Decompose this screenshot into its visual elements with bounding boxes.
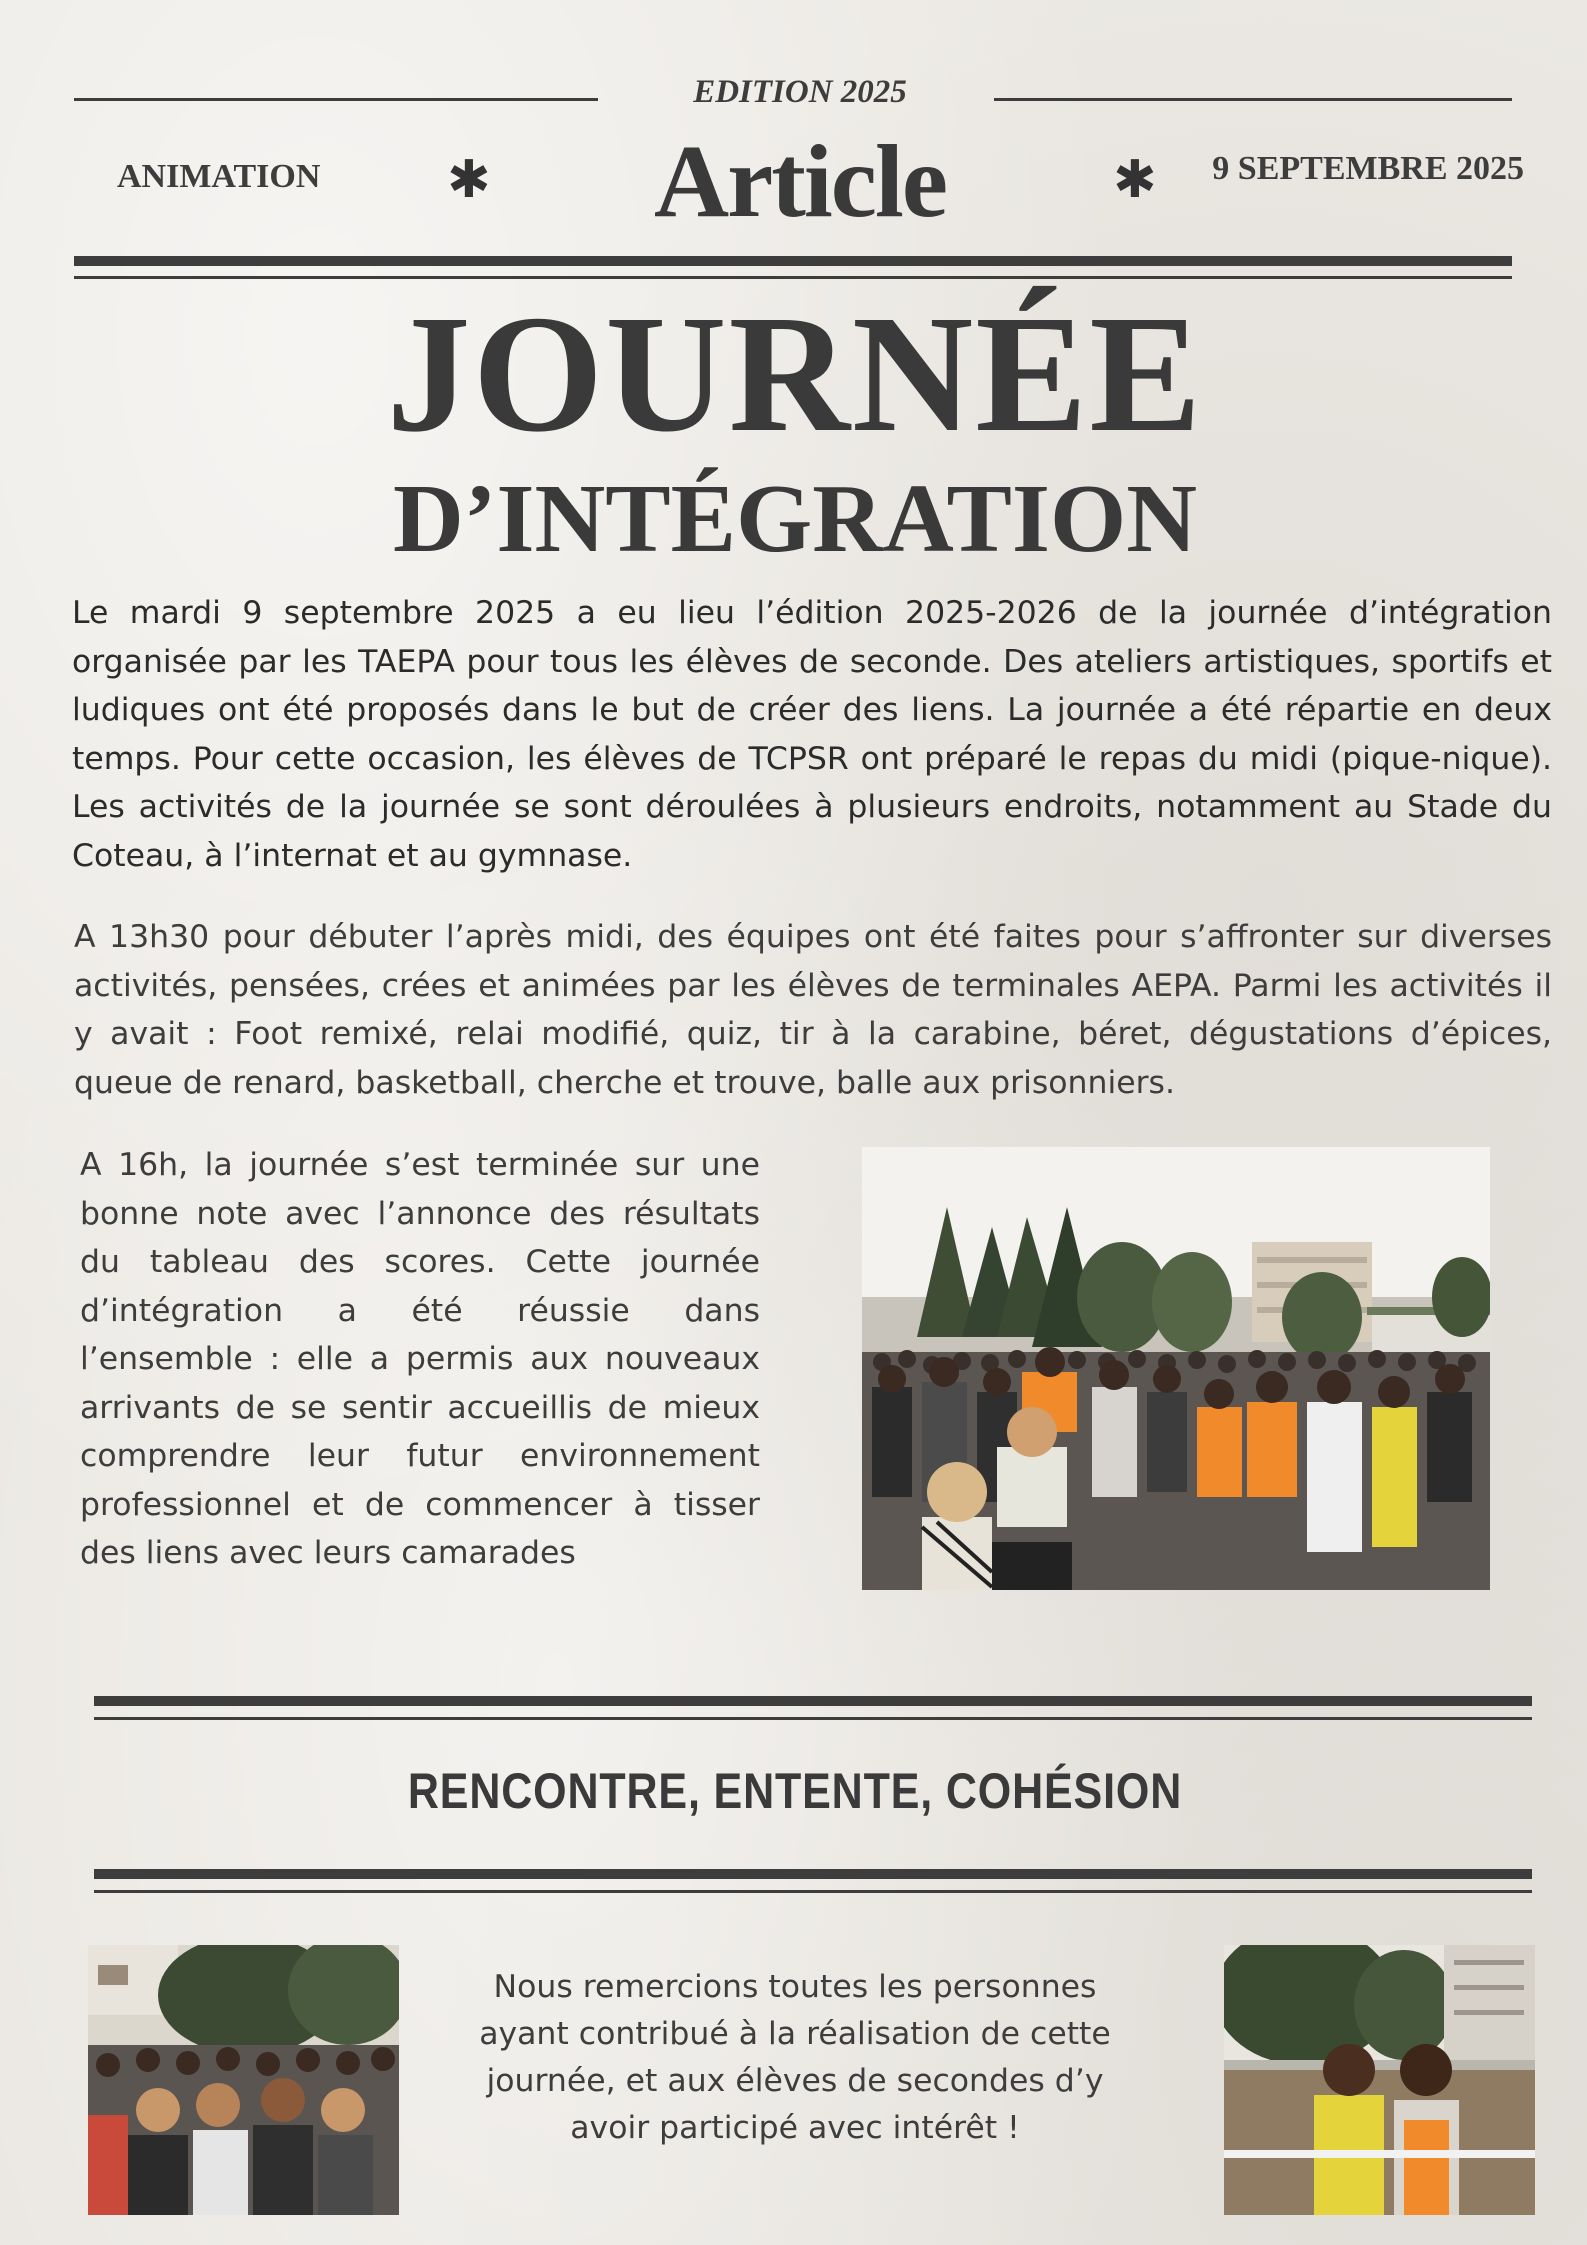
- section-double-rule-thick-bottom: [94, 1869, 1532, 1879]
- edition-label: EDITION 2025: [693, 74, 907, 110]
- header-rule-left: [74, 98, 598, 101]
- star-icon: ✱: [447, 150, 491, 210]
- section-double-rule-thick-top: [94, 1696, 1532, 1706]
- thanks-message: Nous remercions toutes les personnes ayant contribué à la réalisation de cette journée, et aux élèves de secondes d’y avoir participé avec intérêt !: [479, 1969, 1111, 2146]
- section-subheading: RENCONTRE, ENTENTE, COHÉSION: [407, 1763, 1183, 1819]
- headline-line2: D’INTÉGRATION: [392, 465, 1198, 573]
- date-label: 9 SEPTEMBRE 2025: [1212, 150, 1524, 187]
- star-icon: ✱: [1113, 150, 1157, 210]
- section-double-rule-thin-bottom: [94, 1890, 1532, 1893]
- header-double-rule-thin: [74, 276, 1512, 279]
- headline-line1: JOURNÉE: [386, 281, 1204, 467]
- header-double-rule-thick: [74, 256, 1512, 266]
- header-rule-right: [994, 98, 1512, 101]
- body-paragraph-1: Le mardi 9 septembre 2025 a eu lieu l’édition 2025-2026 de la journée d’intégration organisée par les TAEPA pour tous les élèves de seconde. Des ateliers artistiques, sportifs et ludiques ont été proposés dans le but de créer des liens. La journée a été répartie en deux temps. Pour cette occasion, les élèves de TCPSR ont préparé le repas du midi (pique-nique). Les activités de la journée se sont déroulées à plusieurs endroits, notamment au Stade du Coteau, à l’internat et au gymnase.: [72, 595, 1552, 874]
- masthead-title: Article: [653, 124, 946, 239]
- students-photo-small: [1224, 1945, 1535, 2215]
- body-paragraph-2: A 13h30 pour débuter l’après midi, des équipes ont été faites pour s’affronter sur diverses activités, pensées, crées et animées par les élèves de terminales AEPA. Parmi les activités il y avait : Foot remixé, relai modifié, quiz, tir à la carabine, béret, dégustations d’épices, queue de renard, basketball, cherche et trouve, balle aux prisonniers.: [74, 919, 1552, 1101]
- crowd-photo-small: [88, 1945, 399, 2215]
- section-double-rule-thin-top: [94, 1717, 1532, 1720]
- body-paragraph-3: A 16h, la journée s’est terminée sur une bonne note avec l’annonce des résultats du tableau des scores. Cette journée d’intégration a été réussie dans l’ensemble : elle a permis aux nouveaux arrivants de se sentir accueillis de mieux comprendre leur futur environnement professionnel et de commencer à tisser des liens avec leurs camarades: [80, 1147, 760, 1571]
- category-label: ANIMATION: [117, 158, 321, 195]
- crowd-photo-main: [862, 1147, 1490, 1590]
